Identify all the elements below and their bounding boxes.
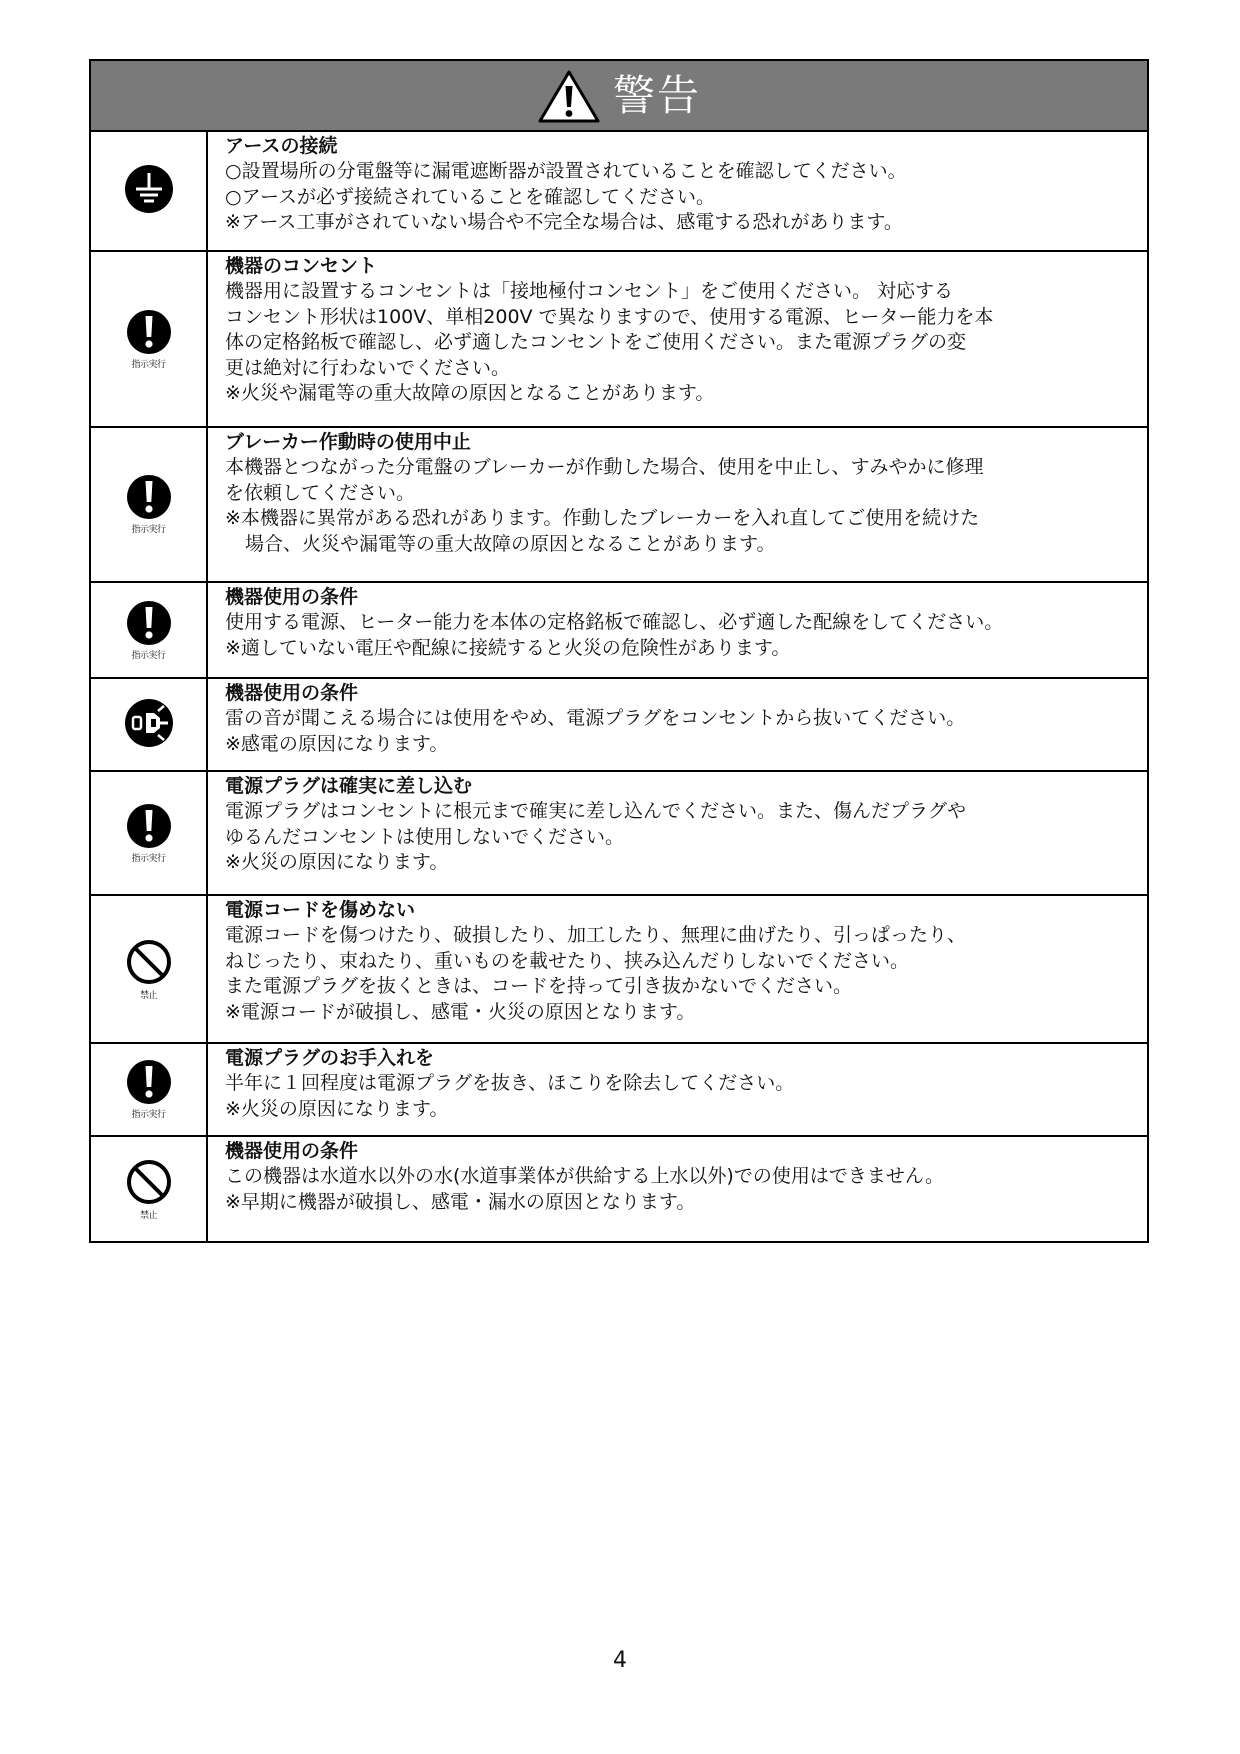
text-cell (208, 428, 1147, 581)
warning-row (91, 1044, 1147, 1137)
icon-cell (91, 896, 208, 1042)
row-title: 機器使用の条件 (225, 682, 359, 704)
warning-triangle-icon (537, 68, 601, 124)
earth-ground-icon (124, 164, 174, 218)
row-text-line: この機器は水道水以外の水(水道事業体が供給する上水以外)での使用はできません。 (225, 1165, 944, 1187)
icon-cell (91, 132, 208, 250)
text-cell (208, 1137, 1147, 1241)
row-text-line: 場合、火災や漏電等の重大故障の原因となることがあります。 (245, 532, 776, 555)
icon-caption: 指示実行 (131, 359, 166, 370)
row-title: 機器使用の条件 (225, 1140, 359, 1162)
row-text-line: ○設置場所の分電盤等に漏電遮断器が設置されていることを確認してください。 (225, 160, 907, 182)
row-text-line: 半年に１回程度は電源プラグを抜き、ほこりを除去してください。 (225, 1072, 795, 1094)
mandatory-action-icon (126, 803, 172, 853)
text-cell (208, 583, 1147, 677)
warning-row (91, 583, 1147, 679)
warning-row (91, 772, 1147, 896)
row-text-line: また電源プラグを抜くときは、コードを持って引き抜かないでください。 (225, 975, 853, 997)
text-cell (208, 896, 1147, 1042)
text-cell (208, 132, 1147, 250)
page-number: 4 (613, 1648, 627, 1673)
icon-caption: 禁止 (139, 990, 157, 1001)
row-text-line: ※本機器に異常がある恐れがあります。作動したブレーカーを入れ直してご使用を続けた (225, 507, 980, 529)
icon-cell (91, 1044, 208, 1135)
row-text-line: ※アース工事がされていない場合や不完全な場合は、感電する恐れがあります。 (225, 211, 903, 233)
warning-row (91, 252, 1147, 428)
row-text-line: ※早期に機器が破損し、感電・漏水の原因となります。 (225, 1190, 696, 1213)
row-text-line: ※火災や漏電等の重大故障の原因となることがあります。 (225, 382, 715, 404)
unplug-icon (124, 698, 174, 752)
icon-caption: 禁止 (139, 1210, 157, 1221)
prohibited-icon (125, 938, 173, 990)
row-text-line: 体の定格銘板で確認し、必ず適したコンセントをご使用ください。また電源プラグの変 (225, 331, 967, 353)
icon-caption: 指示実行 (131, 1110, 166, 1120)
row-text-line: ゆるんだコンセントは使用しないでください。 (225, 825, 625, 848)
row-text-line: 電源コードを傷つけたり、破損したり、加工したり、無理に曲げたり、引っぱったり、 (225, 924, 967, 946)
row-title: 機器のコンセント (225, 255, 378, 277)
prohibited-icon (125, 1158, 173, 1210)
icon-cell (91, 583, 208, 677)
text-cell (208, 679, 1147, 770)
warning-row (91, 679, 1147, 772)
row-text-line: ○アースが必ず接続されていることを確認してください。 (225, 185, 716, 208)
mandatory-action-icon (126, 600, 172, 650)
icon-cell (91, 772, 208, 894)
warning-row (91, 896, 1147, 1044)
warning-row (91, 428, 1147, 583)
row-text-line: ※火災の原因になります。 (225, 1097, 449, 1120)
mandatory-action-icon (126, 1059, 172, 1109)
warning-row (91, 132, 1147, 252)
row-text-line: 使用する電源、ヒーター能力を本体の定格銘板で確認し、必ず適した配線をしてください。 (225, 611, 1004, 633)
row-title: 電源プラグは確実に差し込む (225, 775, 473, 797)
row-text-line: 電源プラグはコンセントに根元まで確実に差し込んでください。また、傷んだプラグや (225, 800, 967, 822)
text-cell (208, 772, 1147, 894)
row-text-line: 更は絶対に行わないでください。 (225, 356, 511, 379)
row-text-line: 本機器とつながった分電盤のブレーカーが作動した場合、使用を中止し、すみやかに修理 (225, 456, 984, 478)
icon-cell (91, 428, 208, 581)
icon-caption: 指示実行 (131, 650, 166, 661)
row-text-line: を依頼してください。 (225, 481, 416, 504)
icon-caption: 指示実行 (131, 525, 166, 535)
row-text-line: 機器用に設置するコンセントは「接地極付コンセント」をご使用ください。 対応する (225, 280, 954, 302)
row-title: 機器使用の条件 (225, 586, 359, 608)
warning-header (91, 61, 1147, 132)
row-title: 電源コードを傷めない (225, 899, 416, 921)
icon-cell (91, 1137, 208, 1241)
text-cell (208, 252, 1147, 426)
mandatory-action-icon (126, 474, 172, 524)
row-text-line: ※適していない電圧や配線に接続すると火災の危険性があります。 (225, 636, 791, 659)
row-title: アースの接続 (225, 135, 338, 157)
row-text-line: ねじったり、束ねたり、重いものを載せたり、挟み込んだりしないでください。 (225, 949, 910, 972)
row-title: ブレーカー作動時の使用中止 (225, 431, 471, 453)
icon-cell (91, 679, 208, 770)
warning-row (91, 1137, 1147, 1241)
mandatory-action-icon (126, 309, 172, 359)
row-text-line: ※電源コードが破損し、感電・火災の原因となります。 (225, 1000, 696, 1023)
warning-table (89, 59, 1149, 1243)
row-text-line: ※感電の原因になります。 (225, 732, 449, 755)
row-text-line: コンセント形状は100V、単相200V で異なりますので、使用する電源、ヒーター能力を本 (225, 305, 994, 328)
row-text-line: 雷の音が聞こえる場合には使用をやめ、電源プラグをコンセントから抜いてください。 (225, 707, 966, 729)
row-title: 電源プラグのお手入れを (225, 1047, 435, 1069)
icon-caption: 指示実行 (131, 853, 166, 864)
warning-title: 警告 (612, 70, 701, 120)
row-text-line: ※火災の原因になります。 (225, 851, 449, 873)
icon-cell (91, 252, 208, 426)
text-cell (208, 1044, 1147, 1135)
